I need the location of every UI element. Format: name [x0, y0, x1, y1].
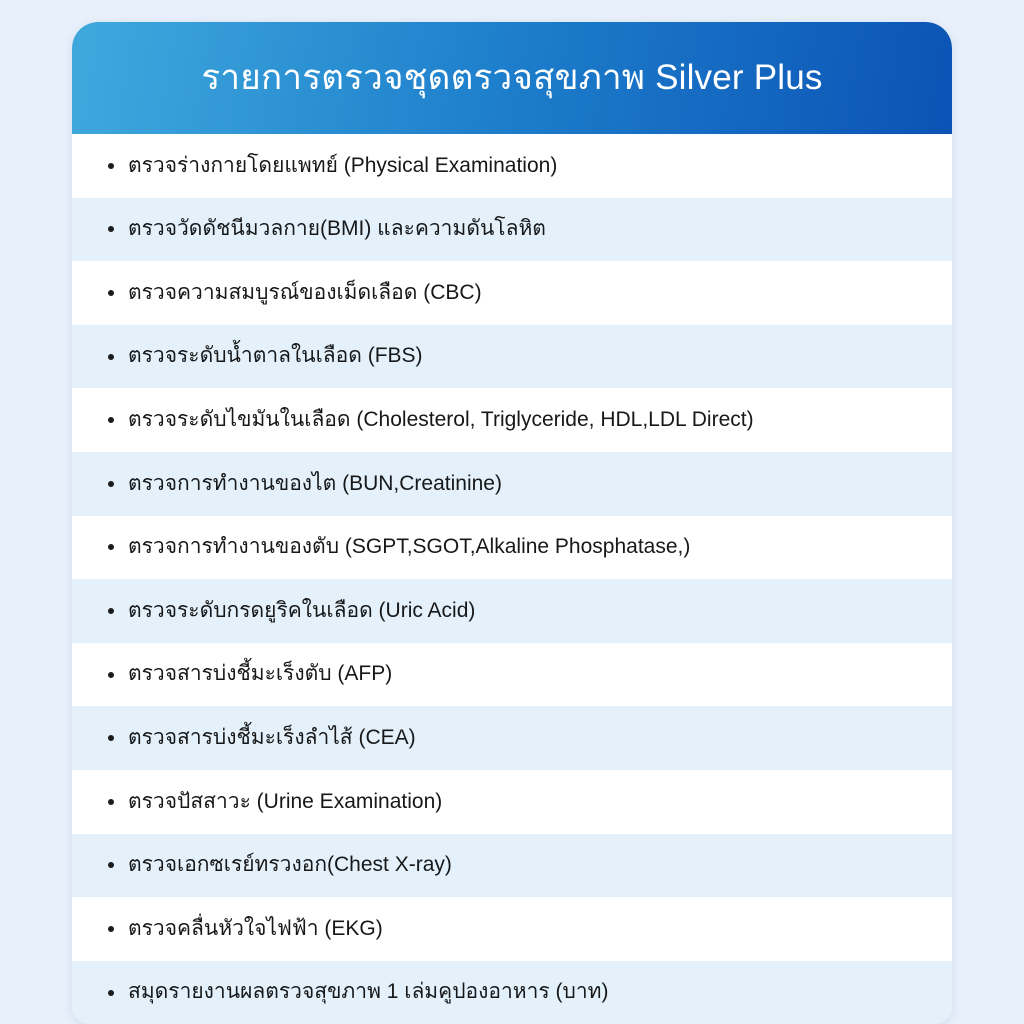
- list-item: [72, 897, 952, 961]
- list-item: [72, 388, 952, 452]
- list-item: [72, 325, 952, 389]
- list-item-label: ตรวจการทำงานของไต (BUN,Creatinine): [128, 471, 502, 495]
- list-item-label: ตรวจความสมบูรณ์ของเม็ดเลือด (CBC): [128, 280, 482, 304]
- list-item: [72, 198, 952, 262]
- list-item-label: ตรวจร่างกายโดยแพทย์ (Physical Examination): [128, 153, 558, 177]
- list-item-label: ตรวจเอกซเรย์ทรวงอก(Chest X-ray): [128, 853, 452, 877]
- list-item-label: ตรวจปัสสาวะ (Urine Examination): [128, 789, 443, 813]
- list-item-label: ตรวจวัดดัชนีมวลกาย(BMI) และความดันโลหิต: [128, 217, 546, 241]
- list-item: [72, 261, 952, 325]
- list-item: [72, 961, 952, 1024]
- bullet-icon: [108, 290, 114, 296]
- list-item: [72, 452, 952, 516]
- list-item-label: สมุดรายงานผลตรวจสุขภาพ 1 เล่มคูปองอาหาร (บาท): [128, 980, 609, 1004]
- checkup-package-card: [72, 22, 952, 1024]
- bullet-icon: [108, 926, 114, 932]
- list-item-label: ตรวจสารบ่งชี้มะเร็งลำไส้ (CEA): [128, 725, 416, 749]
- bullet-icon: [108, 354, 114, 360]
- bullet-icon: [108, 990, 114, 996]
- list-item: [72, 770, 952, 834]
- bullet-icon: [108, 799, 114, 805]
- list-item-label: ตรวจสารบ่งชี้มะเร็งตับ (AFP): [128, 662, 393, 686]
- list-item-label: ตรวจระดับกรดยูริคในเลือด (Uric Acid): [128, 598, 476, 622]
- bullet-icon: [108, 608, 114, 614]
- page-title: รายการตรวจชุดตรวจสุขภาพ Silver Plus: [201, 58, 823, 97]
- bullet-icon: [108, 735, 114, 741]
- checkup-item-list: [72, 134, 952, 1024]
- bullet-icon: [108, 163, 114, 169]
- bullet-icon: [108, 226, 114, 232]
- list-item-label: ตรวจคลื่นหัวใจไฟฟ้า (EKG): [128, 916, 383, 940]
- list-item: [72, 834, 952, 898]
- list-item: [72, 516, 952, 580]
- bullet-icon: [108, 862, 114, 868]
- list-item-label: ตรวจระดับไขมันในเลือด (Cholesterol, Triglyceride, HDL,LDL Direct): [128, 408, 754, 431]
- list-item-label: ตรวจระดับน้ำตาลในเลือด (FBS): [128, 344, 423, 368]
- list-item: [72, 134, 952, 198]
- list-item: [72, 643, 952, 707]
- list-item-label: ตรวจการทำงานของตับ (SGPT,SGOT,Alkaline Phosphatase,): [128, 535, 691, 559]
- list-item: [72, 706, 952, 770]
- card-header: [72, 22, 952, 134]
- bullet-icon: [108, 481, 114, 487]
- bullet-icon: [108, 417, 114, 423]
- list-item: [72, 579, 952, 643]
- bullet-icon: [108, 672, 114, 678]
- bullet-icon: [108, 544, 114, 550]
